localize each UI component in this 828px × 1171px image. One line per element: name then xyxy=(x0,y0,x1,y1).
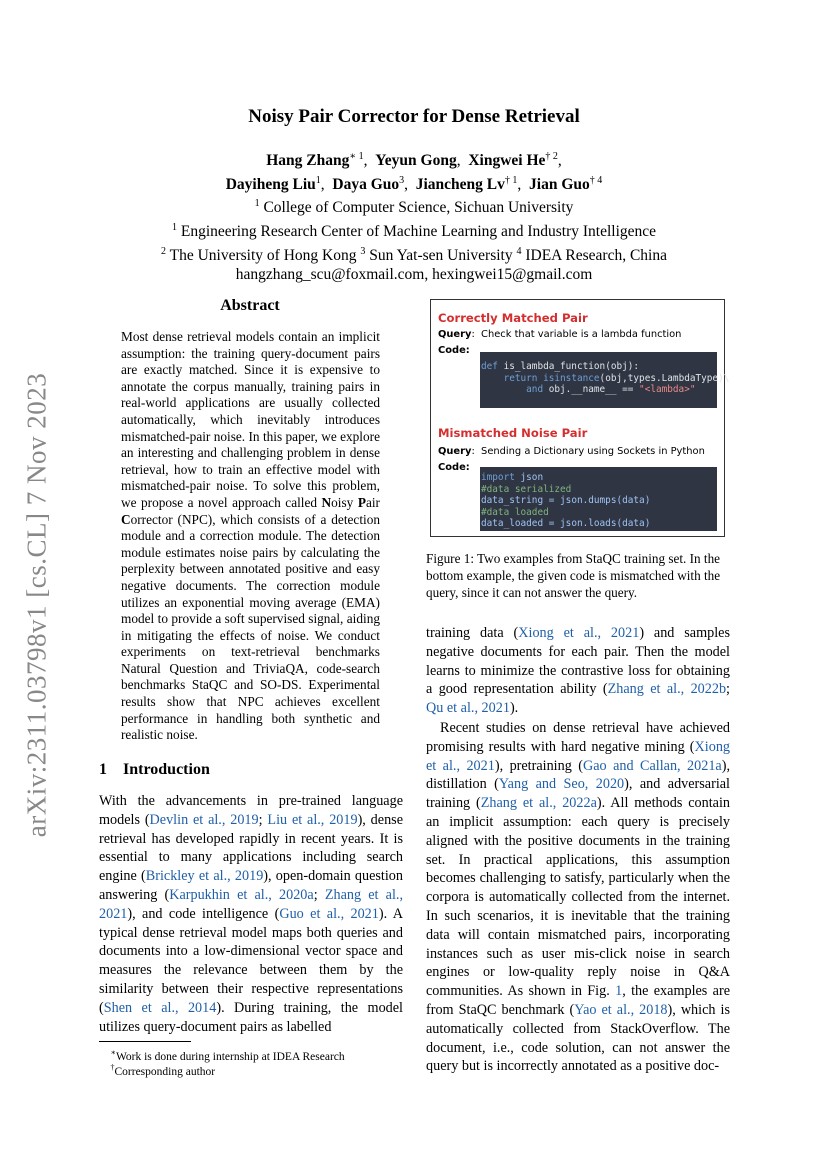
matched-code-block xyxy=(480,352,730,408)
section-heading: 1 Introduction xyxy=(99,761,210,778)
citation-link[interactable]: Gao and Callan, 2021a xyxy=(582,757,722,774)
code-line: import json xyxy=(481,472,544,483)
matched-query: Query: Check that variable is a lambda function xyxy=(438,329,682,340)
citation-link[interactable]: Devlin et al., 2019 xyxy=(149,811,259,828)
code-line: def is_lambda_function(obj): xyxy=(481,361,640,372)
col2-paragraph-1: training data (Xiong et al., 2021) and samples negative documents for each pair. Then the model learns to minimize the contrastive loss for obtaining a good representation ability (Zhang et al., 2022b; Qu et al., 2021). xyxy=(426,625,730,717)
mismatched-code-block xyxy=(480,467,717,531)
col2-paragraph-2: Recent studies on dense retrieval have achieved promising results with hard negative mining (Xiong et al., 2021), pretraining (Gao and Callan, 2021a), distillation (Yang and Seo, 2020), and adversarial training (Zhang et al., 2022a). All methods contain an implicit assumption: each query is precisely aligned with the positive documents in the training set. In practical applications, this assumption becomes challenging to satisfy, particularly when the corpora is automatically collected from the internet. In such scenarios, it is inevitable that the training data will contain mismatched pairs, incorporating instances such as user mis-click noise in search engines or low-quality reply noise in Q&A communities. As shown in Fig. 1, the examples are from StaQC benchmark (Yao et al., 2018), which is automatically collected from StackOverflow. The document, i.e., code solution, can not answer the query but is incorrectly annotated as a positive doc- xyxy=(426,720,731,1075)
author-emails: hangzhang_scu@foxmail.com, hexingwei15@gmail.com xyxy=(235,266,593,284)
intro-paragraph: With the advancements in pre-trained language models (Devlin et al., 2019; Liu et al., 2019), dense retrieval has developed rapidly in recent years. It is essential to many applications including search engine (Brickley et al., 2019), open-domain question answering (Karpukhin et al., 2020a; Zhang et al., 2021), and code intelligence (Guo et al., 2021). A typical dense retrieval model maps both queries and documents into a low-dimensional vector space and measures the relevance between them by the similarity between their respective representations (Shen et al., 2014). During training, the model utilizes query-document pairs as labelled xyxy=(99,793,403,1035)
code-line: and obj.__name__ == "<lambda>" xyxy=(481,384,696,396)
footnote: ∗Work is done during internship at IDEA Research xyxy=(110,1048,345,1063)
author-name: Jian Guo xyxy=(529,175,590,193)
code-comment: #data loaded xyxy=(481,506,549,518)
citation-link[interactable]: Yang and Seo, 2020 xyxy=(498,776,625,793)
citation-link[interactable]: Yao et al., 2018 xyxy=(574,1001,668,1018)
author-line-2: Dayiheng Liu$^1$, Daya Guo$^3$, Jiancheng Lv$^{\dagger 1}$, Jian Guo$^{\dagger 4}$ xyxy=(225,174,603,193)
citation-link[interactable]: Zhang et al., 2022a xyxy=(480,795,597,812)
code-label: Code: xyxy=(438,345,470,356)
code-line: return isinstance(obj,types.LambdaType)\ xyxy=(481,372,730,384)
author-name: Xingwei He xyxy=(468,152,546,170)
mismatched-pair-heading: Mismatched Noise Pair xyxy=(438,426,588,440)
figure-ref-link[interactable]: 1 xyxy=(615,983,623,1000)
affiliation: $^1$ Engineering Research Center of Machine Learning and Industry Intelligence xyxy=(171,221,657,241)
code-line: data_string = json.dumps(data) xyxy=(481,495,651,507)
citation-link[interactable]: Xiong et al., 2021 xyxy=(518,625,640,641)
footnote-rule xyxy=(99,1041,191,1042)
citation-link[interactable]: Karpukhin et al., 2020a xyxy=(169,886,314,903)
code-label: Code: xyxy=(438,462,470,473)
mismatched-query: Query: Sending a Dictionary using Sockets in Python xyxy=(438,446,705,457)
abstract-heading: Abstract xyxy=(220,297,280,314)
citation-link[interactable]: Zhang et al., 2022b xyxy=(607,681,727,698)
citation-link[interactable]: Shen et al., 2014 xyxy=(103,999,217,1016)
citation-link[interactable]: Zhang et al., 2021 xyxy=(99,886,403,922)
author-line-1: Hang Zhang$^{∗ 1}$, Yeyun Gong, Xingwei He$^{\dagger 2}$, xyxy=(266,151,562,170)
citation-link[interactable]: Brickley et al., 2019 xyxy=(145,868,264,885)
affiliation: $^2$ The University of Hong Kong $^3$ Sun Yat-sen University $^4$ IDEA Research, China xyxy=(161,245,667,264)
arxiv-identifier: arXiv:2311.03798v1 [cs.CL] 7 Nov 2023 xyxy=(21,372,52,838)
abstract-text: Most dense retrieval models contain an implicit assumption: the training query-document pairs are exactly matched. Since it is expensive to annotate the corpus manually, training pairs in real-world applications are usually collected automatically, which inevitably introduces mismatched-pair noise. In this paper, we explore an interesting and challenging problem in dense retrieval, how to train an effective model with mismatched-pair noise. To solve this problem, we propose a novel approach called Noisy Pair Corrector (NPC), which consists of a detection module and a correction module. The detection module estimates noise pairs by calculating the perplexity between annotated positive and easy negative documents. The correction module utilizes an exponential moving average (EMA) model to provide a soft supervised signal, aiding in mitigating the effects of noise. We conduct experiments on text-retrieval benchmarks Natural Question and TriviaQA, code-search benchmarks StaQC and SO-DS. Experimental results show that NPC achieves excellent performance in handling both synthetic and realistic noise. xyxy=(121,329,380,743)
affiliation: $^1$ College of Computer Science, Sichuan University xyxy=(254,198,574,217)
arxiv-sidebar xyxy=(17,370,57,840)
figure-1 xyxy=(430,299,730,537)
author-name: Hang Zhang xyxy=(266,152,350,170)
citation-link[interactable]: Xiong et al., 2021 xyxy=(426,738,730,774)
matched-pair-heading: Correctly Matched Pair xyxy=(438,311,588,325)
figure-caption: Figure 1: Two examples from StaQC training set. In the bottom example, the given code is mismatched with the query, since it can not answer the query. xyxy=(426,551,721,601)
author-name: Dayiheng Liu xyxy=(225,175,316,193)
author-block xyxy=(100,147,728,285)
citation-link[interactable]: Guo et al., 2021 xyxy=(279,905,379,922)
footnote: †Corresponding author xyxy=(110,1063,216,1078)
author-name: Yeyun Gong xyxy=(375,152,457,170)
paper-title: Noisy Pair Corrector for Dense Retrieval xyxy=(248,106,580,127)
code-comment: #data serialized xyxy=(481,483,572,495)
citation-link[interactable]: Liu et al., 2019 xyxy=(267,811,358,828)
citation-link[interactable]: Qu et al., 2021 xyxy=(426,700,510,717)
author-name: Jiancheng Lv xyxy=(415,175,505,193)
author-name: Daya Guo xyxy=(332,175,400,193)
code-line: data_loaded = json.loads(data) xyxy=(481,518,651,530)
